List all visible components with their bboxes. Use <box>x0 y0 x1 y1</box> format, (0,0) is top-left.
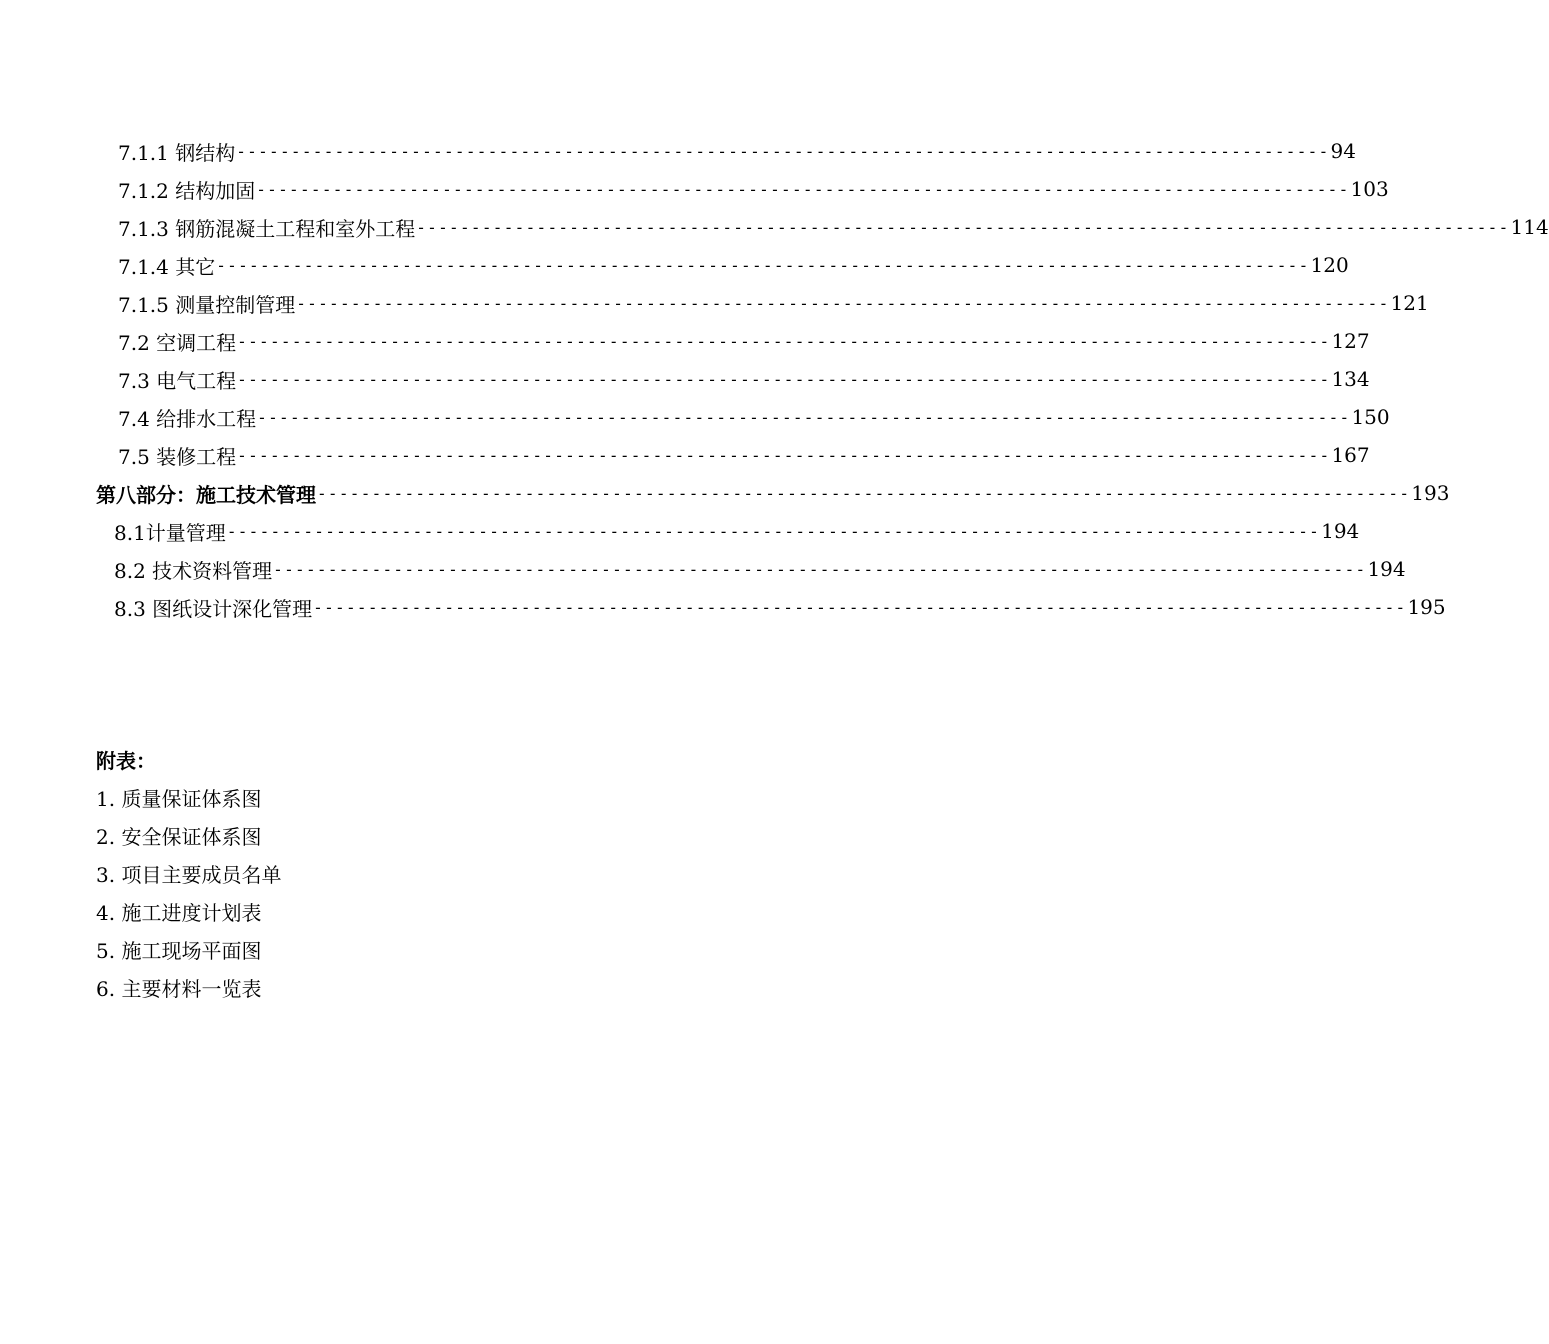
toc-entry-page: 134 <box>1331 367 1370 391</box>
toc-entry-title: 8.2 技术资料管理 <box>114 558 273 583</box>
toc-entry-7-1-1[interactable] <box>0 132 1356 170</box>
toc-entry-title: 7.1.3 钢筋混凝土工程和室外工程 <box>118 216 416 241</box>
appendix-heading: 附表： <box>96 749 156 773</box>
toc-entry-page: 127 <box>1331 329 1370 353</box>
toc-leader-dashes: ---------------------------------------------------------------------------------------------------- <box>237 331 1331 351</box>
toc-entry-7-1-4[interactable] <box>0 246 1349 284</box>
toc-entry-8-3[interactable] <box>0 588 1446 626</box>
toc-entry-page: 150 <box>1351 405 1390 429</box>
toc-entry-page: 194 <box>1367 557 1406 581</box>
toc-entry-7-1-3[interactable] <box>0 208 1549 246</box>
toc-leader-dashes: ---------------------------------------------------------------------------------------------------- <box>237 445 1331 465</box>
toc-entry-page: 194 <box>1321 519 1360 543</box>
toc-entry-7-5[interactable] <box>0 436 1370 474</box>
table-of-contents <box>0 132 1549 626</box>
toc-entry-8-1[interactable] <box>0 512 1360 550</box>
toc-leader-dashes: ---------------------------------------------------------------------------------------------------- <box>257 407 1351 427</box>
toc-entry-title: 7.1.1 钢结构 <box>118 140 236 165</box>
toc-entry-page: 114 <box>1510 215 1549 239</box>
toc-entry-page: 121 <box>1390 291 1429 315</box>
toc-entry-title: 7.4 给排水工程 <box>118 406 257 431</box>
toc-leader-dashes: ---------------------------------------------------------------------------------------------------- <box>416 217 1510 237</box>
toc-entry-title: 8.1计量管理 <box>114 520 226 545</box>
appendix-item: 6. 主要材料一览表 <box>96 977 262 1001</box>
toc-entry-7-1-2[interactable] <box>0 170 1389 208</box>
toc-entry-7-2[interactable] <box>0 322 1370 360</box>
appendix-item: 5. 施工现场平面图 <box>96 939 262 963</box>
toc-entry-7-4[interactable] <box>0 398 1390 436</box>
appendix-item: 3. 项目主要成员名单 <box>96 863 282 887</box>
toc-leader-dashes: ---------------------------------------------------------------------------------------------------- <box>216 255 1310 275</box>
toc-entry-page: 120 <box>1310 253 1349 277</box>
toc-entry-title: 第八部分：施工技术管理 <box>96 482 316 507</box>
toc-entry-page: 94 <box>1330 139 1356 163</box>
toc-leader-dashes: ---------------------------------------------------------------------------------------------------- <box>313 597 1407 617</box>
toc-entry-8-2[interactable] <box>0 550 1406 588</box>
toc-leader-dashes: ---------------------------------------------------------------------------------------------------- <box>226 521 1321 541</box>
appendix-item: 1. 质量保证体系图 <box>96 787 262 811</box>
toc-entry-title: 8.3 图纸设计深化管理 <box>114 596 313 621</box>
toc-entry-7-3[interactable] <box>0 360 1370 398</box>
toc-entry-page: 193 <box>1411 481 1450 505</box>
toc-entry-title: 7.2 空调工程 <box>118 330 237 355</box>
toc-entry-page: 167 <box>1331 443 1370 467</box>
toc-entry-page: 103 <box>1350 177 1389 201</box>
toc-leader-dashes: ---------------------------------------------------------------------------------------------------- <box>273 559 1367 579</box>
toc-entry-title: 7.1.2 结构加固 <box>118 178 256 203</box>
toc-leader-dashes: ---------------------------------------------------------------------------------------------------- <box>237 369 1331 389</box>
toc-entry-7-1-5[interactable] <box>0 284 1429 322</box>
toc-entry-part-8[interactable] <box>0 474 1450 512</box>
toc-entry-page: 195 <box>1407 595 1446 619</box>
appendix-item: 4. 施工进度计划表 <box>96 901 262 925</box>
toc-entry-title: 7.1.5 测量控制管理 <box>118 292 296 317</box>
toc-leader-dashes: ---------------------------------------------------------------------------------------------------- <box>296 293 1390 313</box>
toc-leader-dashes: ---------------------------------------------------------------------------------------------------- <box>236 141 1330 161</box>
toc-entry-title: 7.5 装修工程 <box>118 444 237 469</box>
appendix-item: 2. 安全保证体系图 <box>96 825 262 849</box>
toc-entry-title: 7.3 电气工程 <box>118 368 237 393</box>
appendix-list <box>96 742 281 1008</box>
toc-entry-title: 7.1.4 其它 <box>118 254 216 279</box>
toc-leader-dashes: ---------------------------------------------------------------------------------------------------- <box>256 179 1350 199</box>
toc-leader-dashes: ---------------------------------------------------------------------------------------------------- <box>317 483 1411 503</box>
